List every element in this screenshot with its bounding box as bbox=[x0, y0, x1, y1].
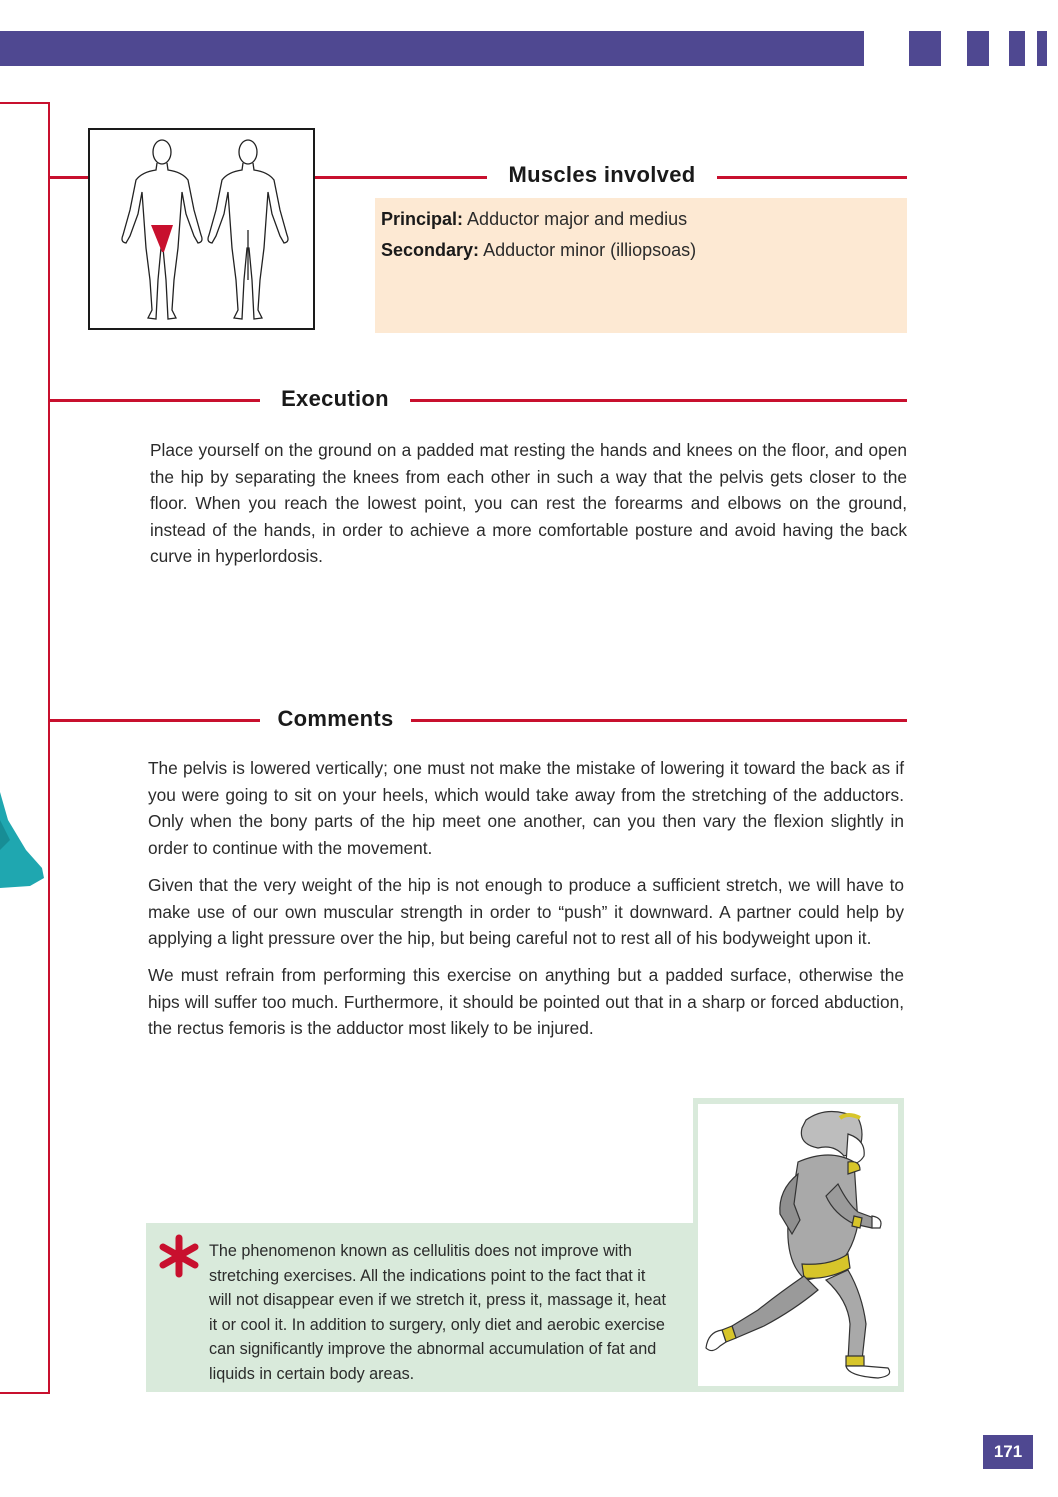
secondary-line: Secondary: Adductor minor (illiopsoas) bbox=[381, 240, 697, 260]
header-square bbox=[967, 31, 989, 66]
runner-illustration bbox=[698, 1104, 898, 1386]
section-rule bbox=[717, 176, 907, 179]
section-rule bbox=[410, 399, 907, 402]
section-rule bbox=[50, 719, 260, 722]
section-rule bbox=[50, 176, 90, 179]
comments-paragraph: The pelvis is lowered vertically; one must not make the mistake of lowering it toward the back as if you were going to sit on your heels, which would take away from the stretching of the adductors. Only when the bony parts of the hip meet one another, can you then vary the flexion slightly in order to continue with the movement. bbox=[148, 758, 904, 858]
header-bar bbox=[0, 31, 864, 66]
header-square bbox=[1009, 31, 1025, 66]
note-text: The phenomenon known as cellulitis does not improve with stretching exercises. All the indications point to the fact that it will not disappear even if we stretch it, press it, massage it, heat it or cool it. In addition to surgery, only diet and aerobic exercise can significantly improve the abnormal accumulation of fat and liquids in certain body areas. bbox=[209, 1242, 667, 1383]
adductor-highlight-icon bbox=[151, 225, 173, 252]
muscles-info-box bbox=[375, 198, 907, 333]
muscles-title: Muscles involved bbox=[508, 162, 696, 187]
anatomy-figure bbox=[88, 128, 315, 330]
exercise-photo-edge bbox=[0, 780, 48, 890]
execution-title: Execution bbox=[281, 386, 389, 411]
section-rule bbox=[315, 176, 487, 179]
page-number: 171 bbox=[983, 1435, 1033, 1469]
header-square bbox=[909, 31, 941, 66]
header-square bbox=[1037, 31, 1047, 66]
runner-icon bbox=[698, 1104, 898, 1386]
section-rule bbox=[411, 719, 907, 722]
left-frame bbox=[0, 102, 50, 1394]
execution-text: Place yourself on the ground on a padded mat resting the hands and knees on the floor, and open the hip by separating the knees from each other in such a way that the pelvis gets closer to the floor. When you reach the lowest point, you can rest the forearms and elbows on the ground, instead of the hands, in order to achieve a more comfortable posture and avoid having the back curve in hyperlordosis. bbox=[150, 440, 907, 566]
comments-title: Comments bbox=[277, 706, 394, 731]
principal-line: Principal: Adductor major and medius bbox=[381, 209, 688, 229]
asterisk-icon bbox=[155, 1232, 203, 1280]
body-outline-icon bbox=[90, 130, 313, 328]
comments-paragraph: We must refrain from performing this exercise on anything but a padded surface, otherwise the hips will suffer too much. Furthermore, it should be pointed out that in a sharp or forced abduction, the rectus femoris is the adductor most likely to be injured. bbox=[148, 965, 904, 1038]
comments-paragraph: Given that the very weight of the hip is not enough to produce a sufficient stretch, we will have to make use of our own muscular strength in order to “push” it downward. A partner could help by applying a light pressure over the hip, but being careful not to rest all of his bodyweight upon it. bbox=[148, 875, 904, 948]
section-rule bbox=[50, 399, 260, 402]
